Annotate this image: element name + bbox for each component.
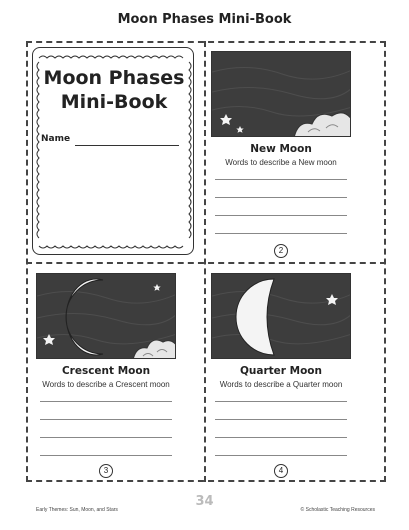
write-line[interactable]	[40, 419, 172, 420]
write-line[interactable]	[215, 179, 347, 180]
write-line[interactable]	[215, 437, 347, 438]
page-number-badge: 4	[274, 464, 288, 478]
panel-prompt: Words to describe a Crescent moon	[42, 380, 170, 389]
page-number-badge: 2	[274, 244, 288, 258]
write-line[interactable]	[40, 401, 172, 402]
name-write-line[interactable]	[75, 145, 179, 146]
name-label: Name	[41, 134, 71, 144]
cover-title	[33, 66, 195, 114]
new-moon-illustration	[211, 51, 351, 137]
footer-left-text: Early Themes: Sun, Moon, and Stars	[36, 507, 118, 513]
panel-prompt: Words to describe a New moon	[225, 158, 337, 167]
page-number-badge: 3	[99, 464, 113, 478]
cover-title-line1: Moon Phases	[43, 67, 185, 89]
write-line[interactable]	[215, 233, 347, 234]
panel-quarter-moon	[211, 273, 351, 479]
page-title: Moon Phases Mini-Book	[117, 12, 292, 27]
panel-crescent-moon	[36, 273, 176, 479]
horizontal-cut-line	[26, 262, 386, 264]
write-line[interactable]	[215, 197, 347, 198]
write-line[interactable]	[215, 455, 347, 456]
write-line[interactable]	[215, 401, 347, 402]
write-line[interactable]	[215, 215, 347, 216]
crescent-moon-illustration	[36, 273, 176, 359]
panel-new-moon	[211, 51, 351, 261]
write-line[interactable]	[215, 419, 347, 420]
footer-right-text: © Scholastic Teaching Resources	[300, 507, 375, 513]
page-number: 34	[195, 494, 214, 509]
panel-heading: Crescent Moon	[61, 365, 151, 377]
cover-title-line2: Mini-Book	[60, 91, 168, 113]
write-line[interactable]	[40, 437, 172, 438]
write-line[interactable]	[40, 455, 172, 456]
cover-panel	[32, 47, 194, 255]
panel-heading: Quarter Moon	[240, 365, 322, 377]
quarter-moon-illustration	[211, 273, 351, 359]
panel-heading: New Moon	[250, 143, 312, 155]
panel-prompt: Words to describe a Quarter moon	[219, 380, 343, 389]
